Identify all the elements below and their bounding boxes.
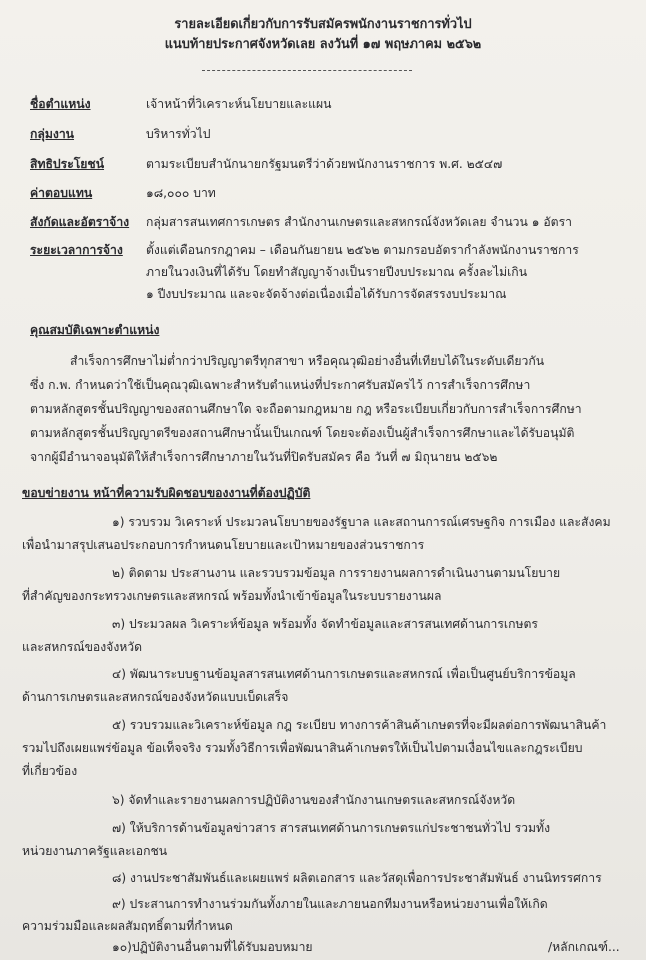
duty-item: ๓) ประมวลผล วิเคราะห์ข้อมูล พร้อมทั้ง จัดทำข้อมูลและสารสนเทศด้านการเกษตร xyxy=(112,617,538,631)
period-label: ระยะเวลาการจ้าง xyxy=(30,243,123,257)
position-value: เจ้าหน้าที่วิเคราะห์นโยบายและแผน xyxy=(146,97,332,111)
duty-item-cont: ความร่วมมือและผลสัมฤทธิ์ตามที่กำหนด xyxy=(22,919,233,933)
duty-item-cont: ที่สำคัญของกระทรวงเกษตรและสหกรณ์ พร้อมทั้งนำเข้าข้อมูลในระบบรายงานผล xyxy=(22,589,442,603)
group-label: กลุ่มงาน xyxy=(30,127,75,141)
header-subtitle: แนบท้ายประกาศจังหวัดเลย ลงวันที่ ๑๗ พฤษภาคม ๒๕๖๒ xyxy=(164,37,482,52)
position-label: ชื่อตำแหน่ง xyxy=(30,97,91,111)
duty-item: ๖) จัดทำและรายงานผลการปฏิบัติงานของสำนักงานเกษตรและสหกรณ์จังหวัด xyxy=(112,793,516,807)
duty-item: ๑) รวบรวม วิเคราะห์ ประมวลนโยบายของรัฐบาล และสถานการณ์เศรษฐกิจ การเมือง และสังคม xyxy=(112,515,611,529)
duty-item-cont: หน่วยงานภาครัฐและเอกชน xyxy=(22,844,168,858)
period-line: ภายในวงเงินที่ได้รับ โดยทำสัญญาจ้างเป็นรายปีงบประมาณ ครั้งละไม่เกิน xyxy=(146,265,528,279)
qualifications-title: คุณสมบัติเฉพาะตำแหน่ง xyxy=(30,323,160,337)
duty-item: ๕) รวบรวมและวิเคราะห์ข้อมูล กฎ ระเบียบ ทางการค้าสินค้าเกษตรที่จะมีผลต่อการพัฒนาสินค้า xyxy=(112,718,607,732)
duty-item-cont: และสหกรณ์ของจังหวัด xyxy=(22,640,143,654)
qualifications-line: ซึ่ง ก.พ. กำหนดว่าใช้เป็นคุณวุฒิเฉพาะสำหรับตำแหน่งที่ประกาศรับสมัครไว้ การสำเร็จการศึกษา xyxy=(30,378,531,392)
dashed-divider xyxy=(202,70,412,71)
salary-label: ค่าตอบแทน xyxy=(30,186,93,200)
duty-item-cont: ที่เกี่ยวข้อง xyxy=(22,764,78,778)
header-title: รายละเอียดเกี่ยวกับการรับสมัครพนักงานราชการทั่วไป xyxy=(174,17,472,32)
continuation-note: /หลักเกณฑ์... xyxy=(548,940,620,954)
duties-title: ขอบข่ายงาน หน้าที่ความรับผิดชอบของงานที่ต้องปฏิบัติ xyxy=(22,486,311,500)
duty-item-cont: รวมไปถึงเผยแพร่ข้อมูล ข้อเท็จจริง รวมทั้งวิธีการเพื่อพัฒนาสินค้าเกษตรให้เป็นไปตามเงื่อนไขและกฎระเบียบ xyxy=(22,741,583,755)
benefits-value: ตามระเบียบสำนักนายกรัฐมนตรีว่าด้วยพนักงานราชการ พ.ศ. ๒๕๔๗ xyxy=(146,157,503,171)
benefits-label: สิทธิประโยชน์ xyxy=(30,157,105,171)
duty-item: ๘) งานประชาสัมพันธ์และเผยแพร่ ผลิตเอกสาร และวัสดุเพื่อการประชาสัมพันธ์ งานนิทรรศการ xyxy=(112,871,602,885)
qualifications-line: ตามหลักสูตรชั้นปริญญาของสถานศึกษาใด จะถือตามกฎหมาย กฎ หรือระเบียบเกี่ยวกับการสำเร็จการศึกษา xyxy=(30,402,582,416)
period-line: ๑ ปีงบประมาณ และจะจัดจ้างต่อเนื่องเมื่อได้รับการจัดสรรงบประมาณ xyxy=(146,287,507,301)
qualifications-line: ตามหลักสูตรชั้นปริญญาตรีของสถานศึกษานั้นเป็นเกณฑ์ โดยจะต้องเป็นผู้สำเร็จการศึกษาและได้รับอนุมัติ xyxy=(30,426,575,440)
duty-item: ๙) ประสานการทำงานร่วมกันทั้งภายในและภายนอกทีมงานหรือหน่วยงานเพื่อให้เกิด xyxy=(112,897,548,911)
affiliation-value: กลุ่มสารสนเทศการเกษตร สำนักงานเกษตรและสหกรณ์จังหวัดเลย จำนวน ๑ อัตรา xyxy=(146,215,572,229)
duty-item: ๔) พัฒนาระบบฐานข้อมูลสารสนเทศด้านการเกษตรและสหกรณ์ เพื่อเป็นศูนย์บริการข้อมูล xyxy=(112,667,576,681)
duty-item: ๒) ติดตาม ประสานงาน และรวบรวมข้อมูล การรายงานผลการดำเนินงานตามนโยบาย xyxy=(112,566,561,580)
duty-item-cont: ด้านการเกษตรและสหกรณ์ของจังหวัดแบบเบ็ดเสร็จ xyxy=(22,690,289,704)
duty-item: ๗) ให้บริการด้านข้อมูลข่าวสาร สารสนเทศด้านการเกษตรแก่ประชาชนทั่วไป รวมทั้ง xyxy=(112,821,551,835)
period-line: ตั้งแต่เดือนกรกฎาคม – เดือนกันยายน ๒๕๖๒ ตามกรอบอัตรากำลังพนักงานราชการ xyxy=(146,243,579,257)
group-value: บริหารทั่วไป xyxy=(146,127,211,141)
qualifications-line: สำเร็จการศึกษาไม่ต่ำกว่าปริญญาตรีทุกสาขา หรือคุณวุฒิอย่างอื่นที่เทียบได้ในระดับเดียวกัน xyxy=(70,354,545,368)
qualifications-line: จากผู้มีอำนาจอนุมัติให้สำเร็จการศึกษาภายในวันที่ปิดรับสมัคร คือ วันที่ ๗ มิถุนายน ๒๕๖๒ xyxy=(30,450,498,464)
salary-value: ๑๘,๐๐๐ บาท xyxy=(146,186,216,200)
affiliation-label: สังกัดและอัตราจ้าง xyxy=(30,215,130,229)
duty-item-cont: เพื่อนำมาสรุปเสนอประกอบการกำหนดนโยบายและเป้าหมายของส่วนราชการ xyxy=(22,538,425,552)
duty-item: ๑๐)ปฏิบัติงานอื่นตามที่ได้รับมอบหมาย xyxy=(112,940,313,954)
